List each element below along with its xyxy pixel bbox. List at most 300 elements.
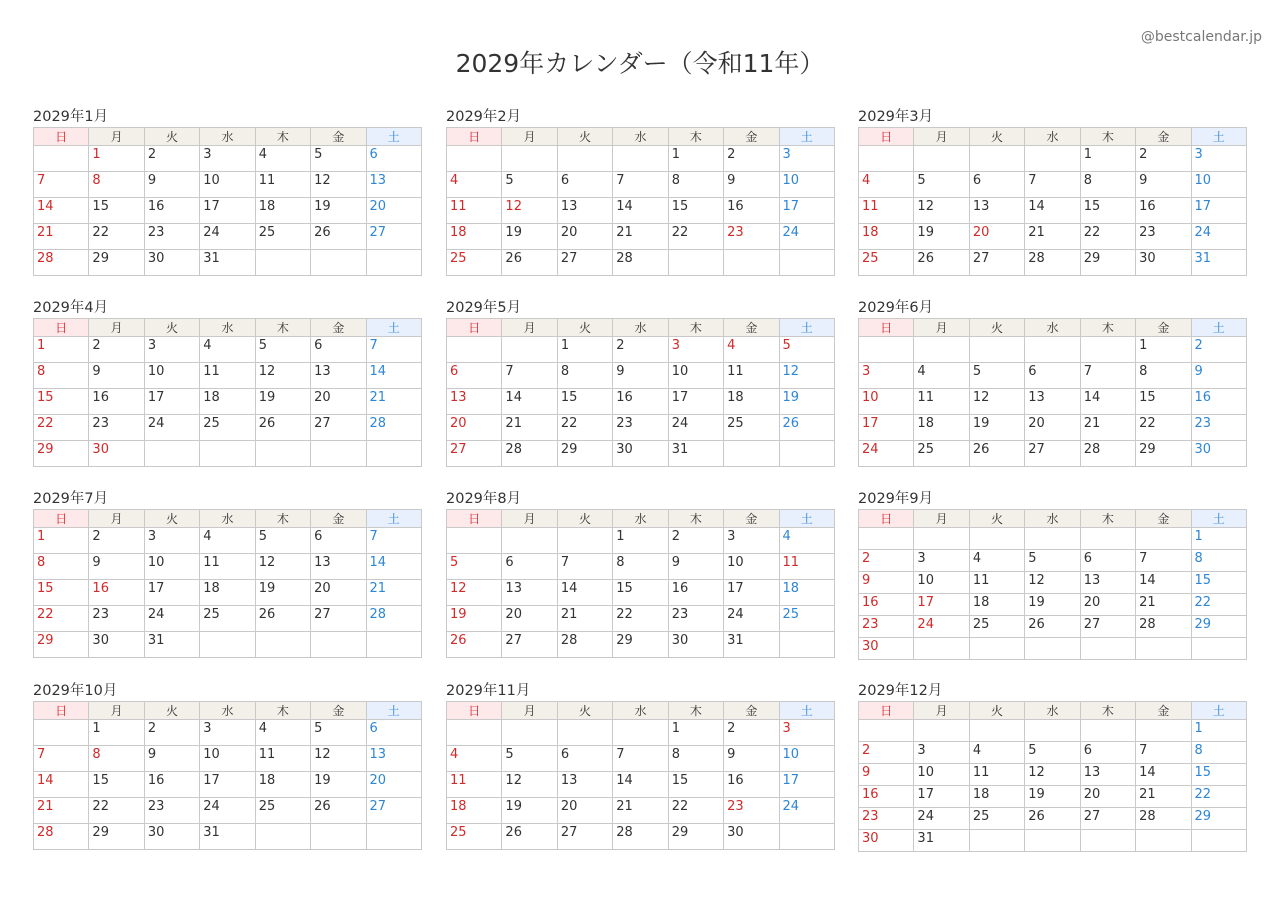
day-cell: 1 [668, 720, 723, 746]
day-cell: 12 [969, 389, 1024, 415]
empty-cell [914, 337, 969, 363]
day-cell: 19 [969, 415, 1024, 441]
day-cell: 28 [613, 824, 668, 850]
week-row [859, 441, 1247, 467]
month-title: 2029年6月 [858, 300, 934, 316]
day-cell: 8 [613, 554, 668, 580]
weekday-header: 火 [144, 510, 199, 528]
empty-cell [1025, 830, 1080, 852]
day-cell: 11 [914, 389, 969, 415]
day-cell: 26 [311, 224, 366, 250]
month-title: 2029年12月 [858, 683, 943, 699]
month-table [446, 701, 835, 850]
day-cell: 6 [969, 172, 1024, 198]
day-cell: 16 [144, 198, 199, 224]
week-row [859, 528, 1247, 550]
month-calendar [33, 107, 422, 276]
week-row [447, 415, 835, 441]
day-cell: 18 [724, 389, 779, 415]
day-cell: 18 [447, 798, 502, 824]
empty-cell [969, 720, 1024, 742]
day-cell: 31 [1191, 250, 1246, 276]
day-cell: 30 [1191, 441, 1246, 467]
day-cell: 26 [255, 415, 310, 441]
week-row [34, 824, 422, 850]
day-cell: 13 [311, 363, 366, 389]
month-calendar [858, 489, 1247, 660]
day-cell: 31 [724, 632, 779, 658]
day-cell: 11 [200, 554, 255, 580]
weekday-header: 月 [914, 319, 969, 337]
weekday-header: 金 [311, 510, 366, 528]
day-cell: 11 [447, 198, 502, 224]
weekday-header: 火 [557, 510, 612, 528]
weekday-header: 日 [447, 319, 502, 337]
week-row [859, 198, 1247, 224]
day-cell: 22 [34, 415, 89, 441]
month-title: 2029年7月 [33, 491, 109, 507]
weekday-header: 水 [200, 319, 255, 337]
weekday-header: 火 [969, 128, 1024, 146]
day-cell: 5 [1025, 550, 1080, 572]
day-cell: 17 [144, 389, 199, 415]
empty-cell [1191, 830, 1246, 852]
day-cell: 21 [1136, 594, 1191, 616]
day-cell: 4 [779, 528, 834, 554]
week-row [447, 441, 835, 467]
day-cell: 6 [311, 337, 366, 363]
day-cell: 7 [613, 746, 668, 772]
day-cell: 25 [969, 616, 1024, 638]
weekday-header: 土 [366, 319, 421, 337]
empty-cell [668, 250, 723, 276]
empty-cell [366, 250, 421, 276]
day-cell: 18 [914, 415, 969, 441]
month-table [446, 127, 835, 276]
day-cell: 26 [779, 415, 834, 441]
day-cell: 9 [724, 172, 779, 198]
day-cell: 30 [89, 632, 144, 658]
week-row [34, 606, 422, 632]
weekday-header: 土 [779, 128, 834, 146]
empty-cell [779, 250, 834, 276]
day-cell: 27 [1080, 808, 1135, 830]
day-cell: 9 [1136, 172, 1191, 198]
weekday-header: 金 [724, 510, 779, 528]
day-cell: 17 [779, 198, 834, 224]
weekday-header: 水 [1025, 702, 1080, 720]
day-cell: 4 [255, 146, 310, 172]
day-cell: 21 [1136, 786, 1191, 808]
empty-cell [779, 824, 834, 850]
empty-cell [311, 250, 366, 276]
weekday-header: 木 [255, 128, 310, 146]
empty-cell [1080, 830, 1135, 852]
week-row [34, 389, 422, 415]
week-row [34, 554, 422, 580]
day-cell: 3 [144, 337, 199, 363]
week-row [447, 337, 835, 363]
day-cell: 5 [1025, 742, 1080, 764]
weekday-header: 日 [34, 128, 89, 146]
day-cell: 3 [724, 528, 779, 554]
day-cell: 20 [1080, 786, 1135, 808]
day-cell: 4 [200, 528, 255, 554]
day-cell: 26 [969, 441, 1024, 467]
week-row [447, 824, 835, 850]
day-cell: 25 [969, 808, 1024, 830]
day-cell: 2 [144, 146, 199, 172]
day-cell: 17 [200, 772, 255, 798]
empty-cell [969, 337, 1024, 363]
weekday-header: 木 [255, 510, 310, 528]
day-cell: 2 [859, 742, 914, 764]
week-row [447, 746, 835, 772]
day-cell: 5 [447, 554, 502, 580]
week-row [447, 554, 835, 580]
day-cell: 3 [859, 363, 914, 389]
day-cell: 29 [557, 441, 612, 467]
day-cell: 11 [255, 172, 310, 198]
day-cell: 5 [914, 172, 969, 198]
empty-cell [447, 528, 502, 554]
day-cell: 26 [311, 798, 366, 824]
day-cell: 21 [366, 580, 421, 606]
weekday-header: 火 [144, 128, 199, 146]
day-cell: 2 [668, 528, 723, 554]
month-calendar [858, 681, 1247, 852]
day-cell: 20 [557, 798, 612, 824]
month-calendar [446, 681, 835, 850]
weekday-header: 月 [914, 128, 969, 146]
empty-cell [366, 441, 421, 467]
day-cell: 17 [859, 415, 914, 441]
day-cell: 9 [668, 554, 723, 580]
week-row [447, 580, 835, 606]
day-cell: 31 [914, 830, 969, 852]
day-cell: 27 [557, 824, 612, 850]
month-table [858, 701, 1247, 852]
day-cell: 23 [859, 616, 914, 638]
empty-cell [1080, 528, 1135, 550]
day-cell: 8 [668, 172, 723, 198]
day-cell: 5 [311, 146, 366, 172]
day-cell: 27 [366, 798, 421, 824]
day-cell: 8 [557, 363, 612, 389]
empty-cell [859, 337, 914, 363]
day-cell: 22 [557, 415, 612, 441]
day-cell: 13 [1080, 572, 1135, 594]
weekday-header: 火 [144, 319, 199, 337]
weekday-header: 木 [1080, 702, 1135, 720]
day-cell: 24 [914, 808, 969, 830]
day-cell: 27 [502, 632, 557, 658]
weekday-header: 水 [1025, 510, 1080, 528]
day-cell: 18 [255, 198, 310, 224]
day-cell: 7 [34, 172, 89, 198]
weekday-header: 火 [969, 702, 1024, 720]
day-cell: 7 [502, 363, 557, 389]
day-cell: 30 [613, 441, 668, 467]
month-title: 2029年2月 [446, 109, 522, 125]
empty-cell [1025, 337, 1080, 363]
day-cell: 16 [1136, 198, 1191, 224]
weekday-header: 土 [366, 128, 421, 146]
empty-cell [255, 824, 310, 850]
empty-cell [557, 720, 612, 746]
day-cell: 16 [144, 772, 199, 798]
day-cell: 14 [613, 772, 668, 798]
day-cell: 30 [668, 632, 723, 658]
day-cell: 28 [366, 415, 421, 441]
week-row [34, 632, 422, 658]
day-cell: 10 [779, 746, 834, 772]
empty-cell [311, 632, 366, 658]
day-cell: 29 [1191, 808, 1246, 830]
day-cell: 24 [724, 606, 779, 632]
day-cell: 19 [779, 389, 834, 415]
day-cell: 26 [502, 824, 557, 850]
empty-cell [914, 146, 969, 172]
weekday-header: 水 [613, 128, 668, 146]
site-credit: @bestcalendar.jp [1140, 29, 1262, 45]
day-cell: 4 [447, 746, 502, 772]
day-cell: 24 [779, 798, 834, 824]
day-cell: 11 [255, 746, 310, 772]
day-cell: 21 [613, 798, 668, 824]
day-cell: 18 [969, 786, 1024, 808]
weekday-header: 金 [1136, 319, 1191, 337]
day-cell: 8 [89, 746, 144, 772]
empty-cell [447, 337, 502, 363]
day-cell: 21 [557, 606, 612, 632]
day-cell: 13 [447, 389, 502, 415]
day-cell: 1 [1136, 337, 1191, 363]
day-cell: 11 [724, 363, 779, 389]
week-row [447, 772, 835, 798]
day-cell: 7 [34, 746, 89, 772]
day-cell: 1 [34, 528, 89, 554]
day-cell: 12 [311, 746, 366, 772]
day-cell: 22 [1080, 224, 1135, 250]
month-calendar [446, 489, 835, 658]
day-cell: 28 [366, 606, 421, 632]
day-cell: 15 [34, 389, 89, 415]
page-title: 2029年カレンダー（令和11年） [455, 49, 825, 78]
day-cell: 26 [1025, 616, 1080, 638]
empty-cell [34, 720, 89, 746]
weekday-header: 水 [200, 702, 255, 720]
weekday-header: 水 [1025, 128, 1080, 146]
day-cell: 12 [502, 198, 557, 224]
day-cell: 28 [502, 441, 557, 467]
week-row [447, 172, 835, 198]
day-cell: 3 [779, 146, 834, 172]
day-cell: 19 [502, 224, 557, 250]
day-cell: 21 [613, 224, 668, 250]
day-cell: 30 [1136, 250, 1191, 276]
day-cell: 12 [447, 580, 502, 606]
day-cell: 19 [255, 389, 310, 415]
week-row [34, 746, 422, 772]
day-cell: 22 [34, 606, 89, 632]
day-cell: 15 [89, 198, 144, 224]
day-cell: 26 [447, 632, 502, 658]
day-cell: 26 [255, 606, 310, 632]
day-cell: 23 [668, 606, 723, 632]
weekday-header: 土 [366, 702, 421, 720]
day-cell: 15 [557, 389, 612, 415]
day-cell: 27 [1025, 441, 1080, 467]
day-cell: 10 [914, 764, 969, 786]
day-cell: 9 [89, 554, 144, 580]
month-title: 2029年5月 [446, 300, 522, 316]
day-cell: 1 [89, 720, 144, 746]
month-calendar [446, 107, 835, 276]
weekday-header: 月 [914, 510, 969, 528]
day-cell: 14 [1136, 764, 1191, 786]
empty-cell [502, 528, 557, 554]
day-cell: 24 [200, 224, 255, 250]
week-row [859, 572, 1247, 594]
day-cell: 3 [779, 720, 834, 746]
day-cell: 10 [724, 554, 779, 580]
weekday-header: 金 [311, 702, 366, 720]
day-cell: 2 [1191, 337, 1246, 363]
weekday-header: 土 [779, 319, 834, 337]
day-cell: 26 [1025, 808, 1080, 830]
week-row [859, 389, 1247, 415]
day-cell: 25 [200, 606, 255, 632]
day-cell: 20 [557, 224, 612, 250]
day-cell: 6 [1025, 363, 1080, 389]
day-cell: 30 [89, 441, 144, 467]
month-title: 2029年3月 [858, 109, 934, 125]
day-cell: 20 [447, 415, 502, 441]
day-cell: 14 [366, 554, 421, 580]
day-cell: 24 [144, 606, 199, 632]
day-cell: 18 [969, 594, 1024, 616]
weekday-header: 月 [89, 319, 144, 337]
day-cell: 11 [779, 554, 834, 580]
day-cell: 29 [89, 250, 144, 276]
month-table [33, 509, 422, 658]
day-cell: 29 [668, 824, 723, 850]
day-cell: 11 [200, 363, 255, 389]
day-cell: 25 [724, 415, 779, 441]
day-cell: 17 [724, 580, 779, 606]
week-row [447, 720, 835, 746]
empty-cell [200, 632, 255, 658]
day-cell: 1 [613, 528, 668, 554]
month-title: 2029年9月 [858, 491, 934, 507]
empty-cell [969, 830, 1024, 852]
day-cell: 5 [311, 720, 366, 746]
weekday-header: 水 [200, 128, 255, 146]
weekday-header: 日 [34, 702, 89, 720]
day-cell: 16 [613, 389, 668, 415]
day-cell: 3 [1191, 146, 1246, 172]
day-cell: 10 [200, 746, 255, 772]
weekday-header: 木 [668, 702, 723, 720]
week-row [34, 146, 422, 172]
weekday-header: 木 [1080, 128, 1135, 146]
day-cell: 30 [724, 824, 779, 850]
weekday-header: 月 [89, 128, 144, 146]
month-title: 2029年4月 [33, 300, 109, 316]
empty-cell [613, 146, 668, 172]
day-cell: 22 [668, 224, 723, 250]
day-cell: 11 [859, 198, 914, 224]
weekday-header: 水 [613, 319, 668, 337]
day-cell: 17 [144, 580, 199, 606]
day-cell: 30 [144, 250, 199, 276]
day-cell: 19 [914, 224, 969, 250]
day-cell: 6 [366, 146, 421, 172]
day-cell: 21 [1080, 415, 1135, 441]
day-cell: 10 [144, 554, 199, 580]
empty-cell [366, 632, 421, 658]
day-cell: 1 [1080, 146, 1135, 172]
day-cell: 9 [1191, 363, 1246, 389]
empty-cell [969, 638, 1024, 660]
day-cell: 22 [89, 798, 144, 824]
day-cell: 6 [557, 172, 612, 198]
day-cell: 2 [1136, 146, 1191, 172]
week-row [859, 638, 1247, 660]
weekday-header: 木 [1080, 510, 1135, 528]
day-cell: 1 [1191, 720, 1246, 742]
day-cell: 23 [144, 224, 199, 250]
day-cell: 8 [1136, 363, 1191, 389]
day-cell: 24 [914, 616, 969, 638]
day-cell: 5 [969, 363, 1024, 389]
week-row [34, 337, 422, 363]
empty-cell [1136, 528, 1191, 550]
month-title: 2029年10月 [33, 683, 118, 699]
weekday-header: 土 [1191, 702, 1246, 720]
empty-cell [34, 146, 89, 172]
day-cell: 2 [613, 337, 668, 363]
day-cell: 23 [724, 224, 779, 250]
day-cell: 19 [311, 772, 366, 798]
weekday-header: 日 [859, 319, 914, 337]
day-cell: 18 [779, 580, 834, 606]
day-cell: 17 [1191, 198, 1246, 224]
day-cell: 16 [724, 772, 779, 798]
day-cell: 12 [502, 772, 557, 798]
month-calendar [33, 489, 422, 658]
day-cell: 15 [89, 772, 144, 798]
day-cell: 4 [859, 172, 914, 198]
week-row [447, 146, 835, 172]
day-cell: 10 [144, 363, 199, 389]
day-cell: 6 [311, 528, 366, 554]
weekday-header: 土 [366, 510, 421, 528]
month-table [33, 318, 422, 467]
weekday-header: 木 [1080, 319, 1135, 337]
week-row [859, 742, 1247, 764]
weekday-header: 木 [668, 319, 723, 337]
week-row [447, 606, 835, 632]
day-cell: 23 [1191, 415, 1246, 441]
day-cell: 19 [255, 580, 310, 606]
week-row [34, 580, 422, 606]
day-cell: 10 [914, 572, 969, 594]
day-cell: 22 [1191, 786, 1246, 808]
week-row [859, 594, 1247, 616]
day-cell: 13 [366, 746, 421, 772]
